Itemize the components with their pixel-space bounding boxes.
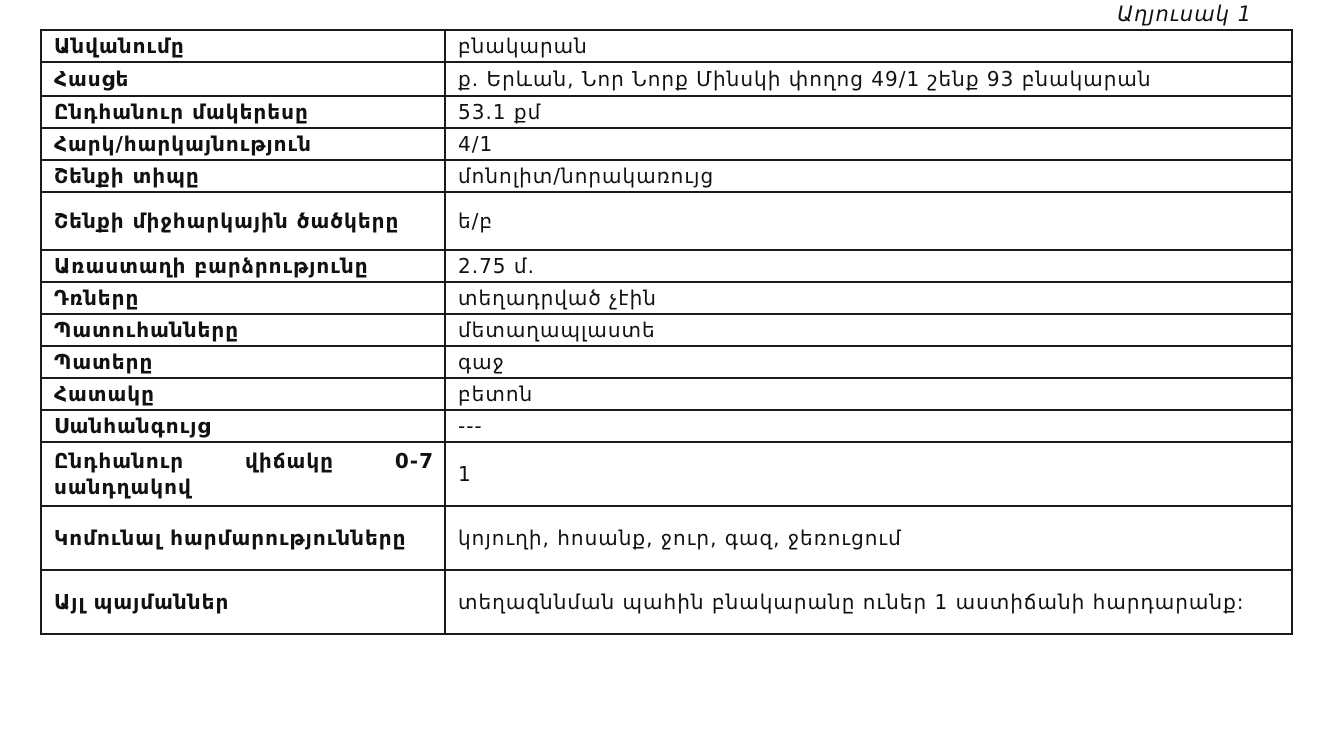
row-label: Պատուհանները	[41, 314, 445, 346]
table-row	[41, 314, 1292, 346]
table-row	[41, 128, 1292, 160]
table-row	[41, 346, 1292, 378]
row-label: Հարկ/հարկայնություն	[41, 128, 445, 160]
row-label: Դռները	[41, 282, 445, 314]
row-value: ---	[445, 410, 1292, 442]
row-label: Ընդհանուր վիճակը 0-7 սանդղակով	[41, 442, 445, 506]
row-value: մոնոլիտ/նորակառույց	[445, 160, 1292, 192]
table-row	[41, 160, 1292, 192]
row-label: Անվանումը	[41, 30, 445, 62]
table-row	[41, 62, 1292, 96]
table-row	[41, 410, 1292, 442]
row-label: Շենքի տիպը	[41, 160, 445, 192]
row-value: ե/բ	[445, 192, 1292, 250]
table-row	[41, 250, 1292, 282]
row-value: 4/1	[445, 128, 1292, 160]
row-label: Հատակը	[41, 378, 445, 410]
row-label: Կոմունալ հարմարությունները	[41, 506, 445, 570]
table-row	[41, 96, 1292, 128]
row-value: 53.1 քմ	[445, 96, 1292, 128]
row-value: բետոն	[445, 378, 1292, 410]
row-value: 2.75 մ.	[445, 250, 1292, 282]
table-row	[41, 570, 1292, 634]
table-row	[41, 506, 1292, 570]
table-caption: Աղյուսակ 1	[1117, 2, 1252, 26]
row-label: Սանհանգույց	[41, 410, 445, 442]
row-value: կոյուղի, հոսանք, ջուր, գազ, ջեռուցում	[445, 506, 1292, 570]
row-value: ք. Երևան, Նոր Նորք Մինսկի փողոց 49/1 շենք 93 բնակարան	[445, 62, 1292, 96]
row-value: գաջ	[445, 346, 1292, 378]
row-value: 1	[445, 442, 1292, 506]
table-row	[41, 378, 1292, 410]
row-label: Ընդհանուր մակերեսը	[41, 96, 445, 128]
row-label: Պատերը	[41, 346, 445, 378]
table-row	[41, 192, 1292, 250]
row-label: Այլ պայմաններ	[41, 570, 445, 634]
row-label: Հասցե	[41, 62, 445, 96]
property-details-table	[40, 29, 1293, 635]
row-value: մետաղապլաստե	[445, 314, 1292, 346]
row-label: Առաստաղի բարձրությունը	[41, 250, 445, 282]
row-value: տեղադրված չէին	[445, 282, 1292, 314]
table-row	[41, 442, 1292, 506]
row-label: Շենքի միջհարկային ծածկերը	[41, 192, 445, 250]
row-value: տեղազննման պահին բնակարանը ուներ 1 աստիճանի հարդարանք:	[445, 570, 1292, 634]
table-row	[41, 30, 1292, 62]
row-value: բնակարան	[445, 30, 1292, 62]
table-row	[41, 282, 1292, 314]
